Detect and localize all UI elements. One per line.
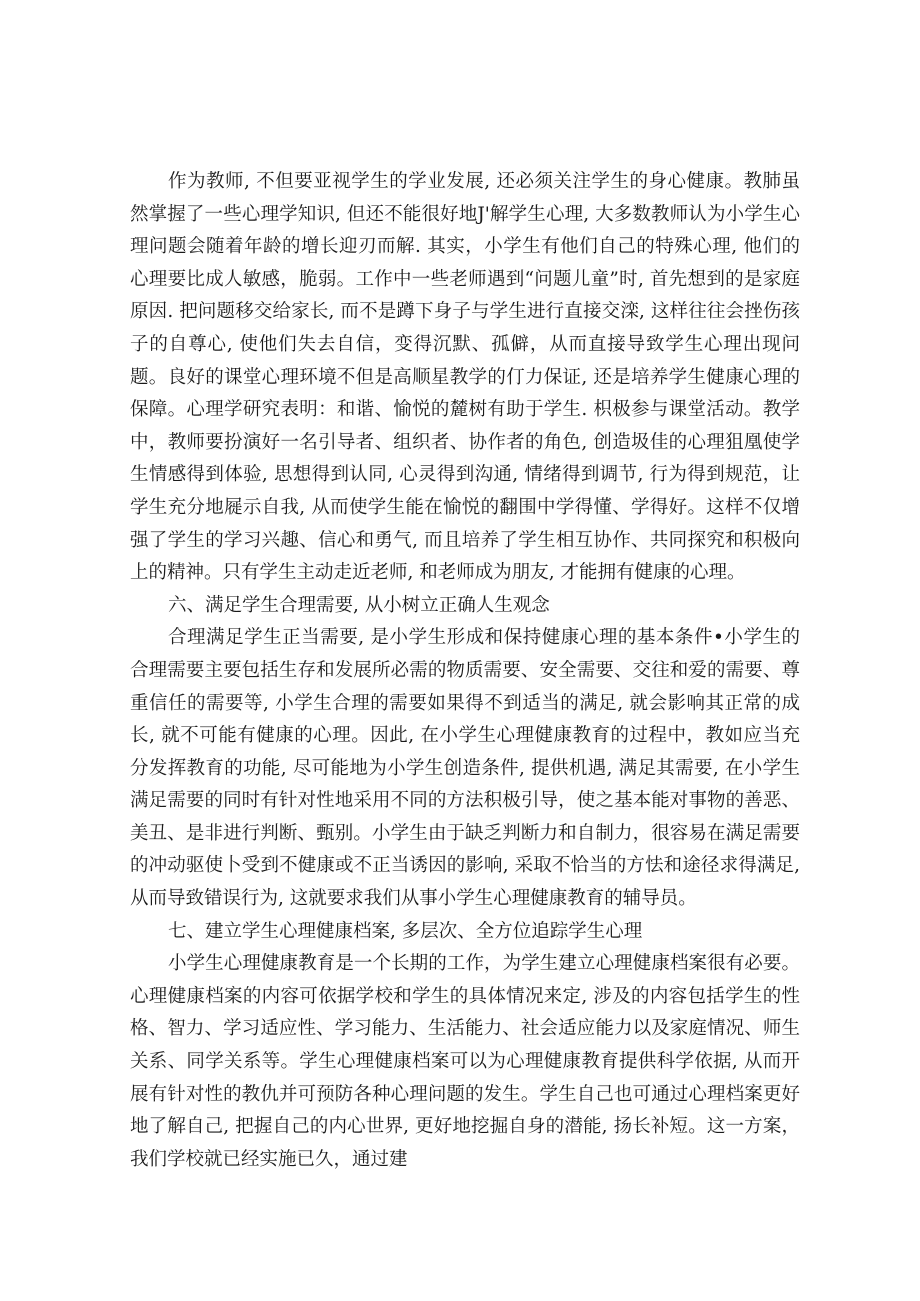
paragraph-text: 小学生心理健康教育是一个长期的工作，为学生建立心理健康档案很有必要。心理健康档案的内容可依据学校和学生的具体情况来定, 涉及的内容包括学生的性格、智力、学习适应性、学习能力、生活能力、社会适应能力以及家庭情况、师生关系、同学关系等。学生心理健康档案可以为心理健康教育提供科学依据, 从而开展有针对性的教仇并可预防各种心理问题的发生。学生自己也可通过心理档案更好地了解自己, 把握自己的内心世界, 更好地挖掘自身的潜能, 扬长补短。这一方案，我们学校就已经实施已久，通过建 [130, 953, 800, 1170]
section-heading-six [130, 590, 800, 623]
paragraph-reasonable-needs [130, 622, 800, 915]
heading-text: 七、建立学生心理健康档案, 多层次、全方位追踪学生心理 [168, 920, 643, 942]
section-heading-seven [130, 916, 800, 949]
paragraph-text: 合理满足学生正当需要, 是小学生形成和保持健康心理的基本条件•小学生的合理需要主要包括生存和发展所必需的物质需要、安全需要、交往和爱的需要、尊重信任的需要等, 小学生合理的需要如果得不到适当的满足, 就会影响其正常的成长, 就不可能有健康的心理。因此, 在小学生心理健康教育的过程中，教如应当充分发挥教育的功能, 尽可能地为小学生创造条件, 提供机遇, 满足其需要, 在小学生满足需要的同时有针对性地采用不同的方法积极引导，使之基本能对事物的善恶、美丑、是非进行判断、甄别。小学生由于缺乏判断力和自制力，很容易在满足需要的冲动驱使卜受到不健康或不正当诱因的影响, 采取不恰当的方怯和途径求得满足, 从而导致错误行为, 这就要求我们从事小学生心理健康教育的辅导员。 [130, 627, 800, 910]
document-body [130, 166, 800, 1176]
paragraph-health-archive [130, 948, 800, 1176]
heading-text: 六、满足学生合理需要, 从小树立正确人生观念 [168, 594, 550, 616]
paragraph-text: 作为教师, 不但要亚视学生的学业发展, 还必须关注学生的身心健康。教肺虽然掌握了一些心理学知识, 但还不能很好地J'解学生心理, 大多数教师认为小学生心理问题会随着年龄的增长迎刃而解. 其实，小学生有他们自己的特殊心理, 他们的心理要比成人敏感，脆弱。工作中一些老师遇到“问题儿童”时, 首先想到的是家庭原因. 把问题移交给家长, 而不是蹲下身子与学生进行直接交滦, 这样往往会挫伤孩子的自尊心, 使他们失去自信，变得沉默、孤僻，从而直接导致学生心理出现问题。良好的课堂心理环境不但是高顺星教学的仃力保证, 还是培养学生健康心理的保障。心理学研究表明：和谐、愉悦的麓树有助于学生. 枳极参与课堂活动。教学中，教师要扮演好一名引导者、组织者、协作者的角色, 创造圾佳的心理狙凰使学生情感得到体验, 思想得到认同, 心灵得到沟通, 情绪得到调节, 行为得到规范，让学生充分地屣示自我, 从而使学生能在愉悦的翻围中学得懂、学得好。这样不仅增强了学生的学习兴趣、信心和勇气, 而且培养了学生相互协作、共同探究和积极向上的精神。只有学生主动走近老师, 和老师成为朋友, 才能拥有健康的心理。 [130, 171, 800, 584]
paragraph-teacher-attention [130, 166, 800, 590]
